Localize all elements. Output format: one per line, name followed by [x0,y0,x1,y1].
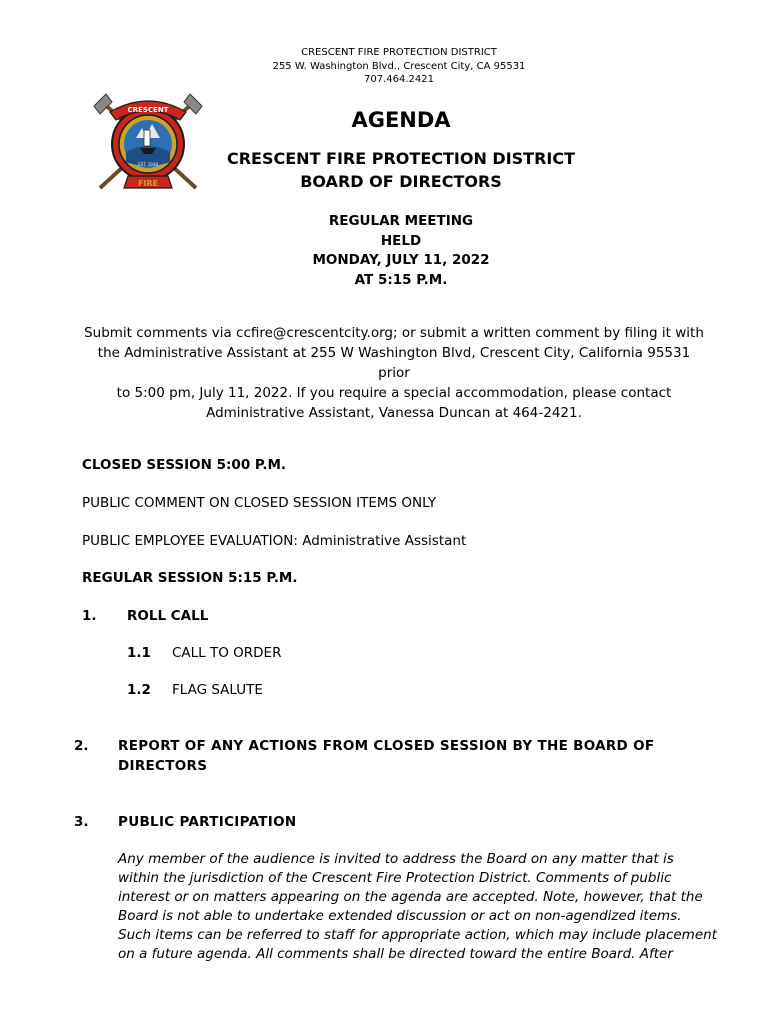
badge-top-text: CRESCENT [127,106,169,114]
item-3-para-line-2: within the jurisdiction of the Crescent Fire Protection District. Comments of public [118,870,672,886]
meeting-type: REGULAR MEETING [328,213,474,229]
item-3-number: 3. [74,814,89,830]
submit-comments-note [80,323,708,423]
item-2-number: 2. [74,738,89,754]
regular-session-heading: REGULAR SESSION 5:15 P.M. [82,570,298,586]
letterhead [14,46,770,87]
item-1-1-label: CALL TO ORDER [172,645,282,661]
item-3-para-line-3: interest or on matters appearing on the agenda are accepted. Note, however, that the [118,889,703,905]
item-1-1-number: 1.1 [127,645,151,661]
item-3-para-line-5: Such items can be referred to staff for appropriate action, which may include placement [118,927,717,943]
item-1-title: ROLL CALL [127,608,209,624]
item-1-2-label: FLAG SALUTE [172,682,263,698]
item-2-title-line-2: DIRECTORS [118,758,208,774]
closed-session-evaluation: PUBLIC EMPLOYEE EVALUATION: Administrative Assistant [82,533,467,549]
submit-note-line-2: the Administrative Assistant at 255 W Washington Blvd, Crescent City, California 95531 prior [97,345,691,381]
meeting-held: HELD [380,232,422,249]
badge-bottom-text: FIRE [137,179,159,188]
board-title-line-2: BOARD OF DIRECTORS [300,172,502,191]
item-3-para-line-4: Board is not able to undertake extended discussion or act on non-agendized items. [118,908,682,924]
badge-tower-icon [144,130,150,146]
letterhead-address: 255 W. Washington Blvd., Crescent City, CA 95531 [272,60,526,72]
letterhead-org: CRESCENT FIRE PROTECTION DISTRICT [301,47,497,58]
item-1-number: 1. [82,608,97,624]
board-title [16,147,770,193]
meeting-time: AT 5:15 P.M. [354,271,448,288]
submit-note-line-4: Administrative Assistant, Vanessa Duncan at 464-2421. [206,405,582,421]
meeting-date: MONDAY, JULY 11, 2022 [312,252,490,268]
item-1-2-number: 1.2 [127,682,151,698]
submit-note-line-3: to 5:00 pm, July 11, 2022. If you require a special accommodation, please contact [116,385,672,401]
closed-session-heading: CLOSED SESSION 5:00 P.M. [82,457,287,473]
letterhead-phone: 707.464.2421 [364,74,434,85]
item-3-para-line-6: on a future agenda. All comments shall be directed toward the entire Board. After [118,946,673,962]
board-title-line-1: CRESCENT FIRE PROTECTION DISTRICT [226,149,576,168]
item-3-title: PUBLIC PARTICIPATION [118,814,297,830]
item-2-title-line-1: REPORT OF ANY ACTIONS FROM CLOSED SESSION BY THE BOARD OF [118,738,655,754]
agenda-title: AGENDA [351,108,451,132]
badge-est-text: EST. 1938 [138,162,158,167]
item-3-para-line-1: Any member of the audience is invited to address the Board on any matter that is [118,851,674,867]
item-2-title [118,736,718,776]
closed-session-public-comment: PUBLIC COMMENT ON CLOSED SESSION ITEMS ONLY [82,495,437,511]
meeting-info [16,212,770,290]
submit-note-line-1: Submit comments via ccfire@crescentcity.org; or submit a written comment by filing it with [84,325,704,341]
item-3-paragraph [118,850,718,964]
